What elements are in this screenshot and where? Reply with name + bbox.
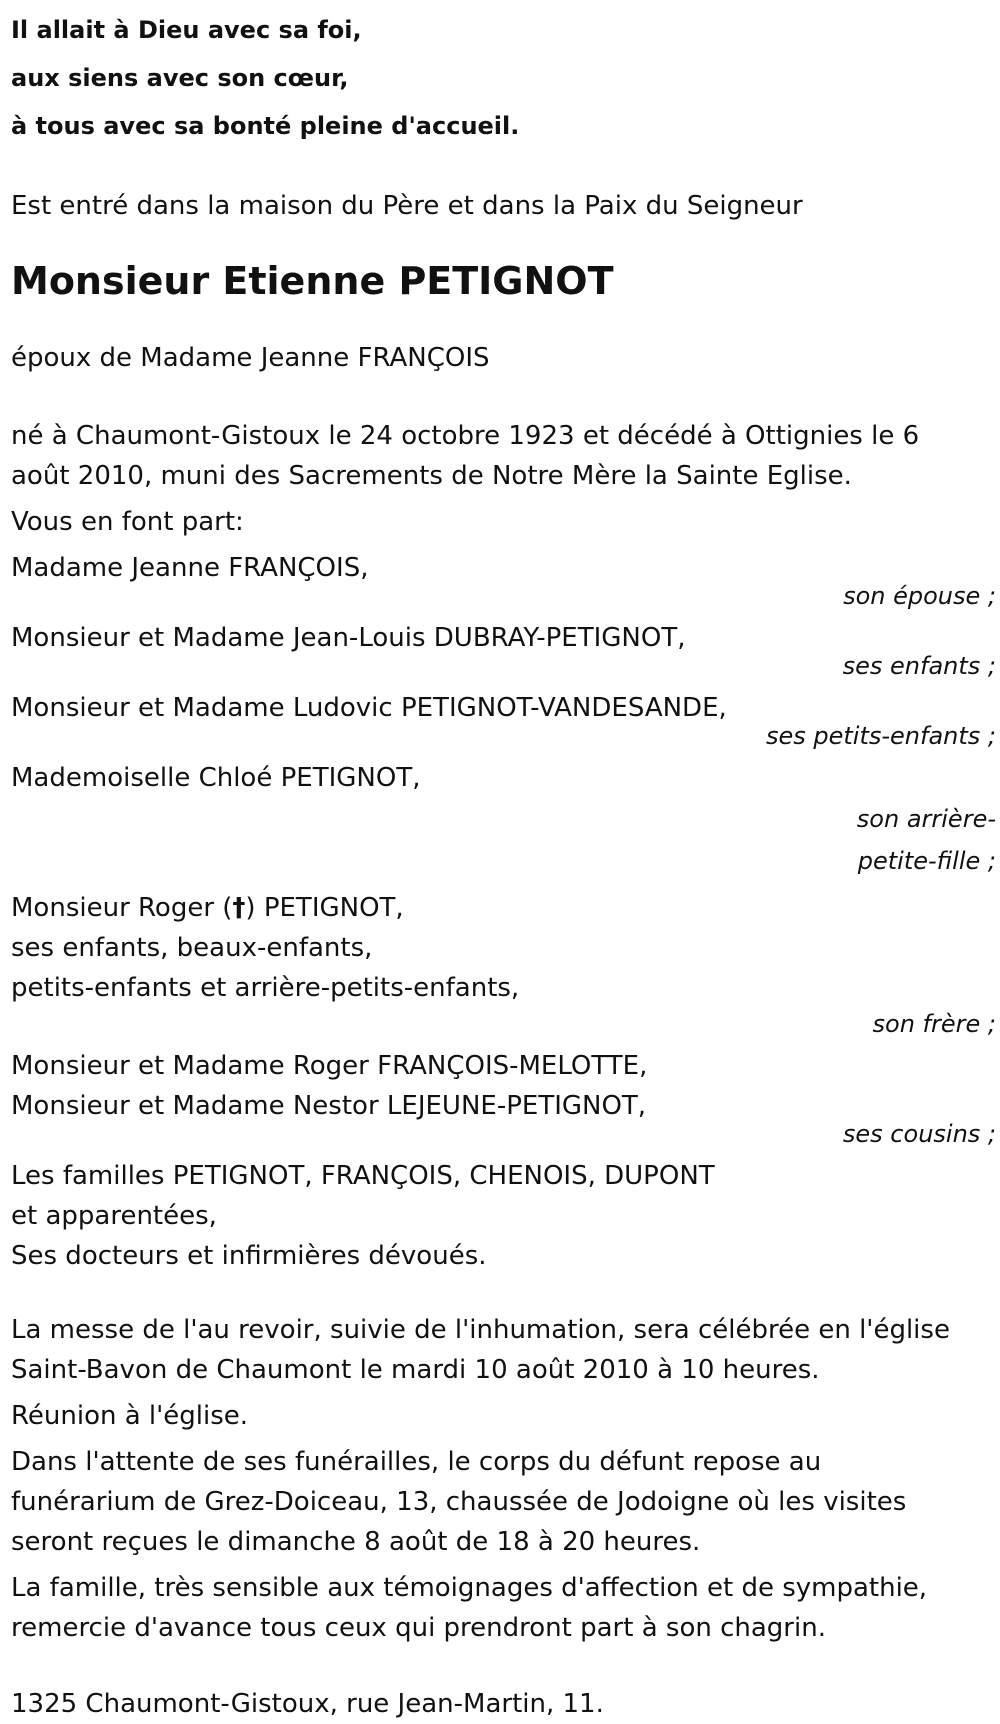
intro-text: Est entré dans la maison du Père et dans la Paix du Seigneur (11, 191, 803, 221)
mourner-name: petits-enfants et arrière-petits-enfants, (11, 973, 520, 1003)
relation-line: son arrière- (856, 805, 996, 833)
mourner-name: et apparentées, (11, 1201, 217, 1231)
announce-text: Vous en font part: (11, 507, 244, 537)
mourner-entry (11, 888, 996, 1040)
mourner-name: Madame Jeanne FRANÇOIS, (11, 553, 369, 583)
mourner-entry (11, 758, 996, 882)
relation-text (836, 798, 996, 882)
relation-label (11, 798, 996, 882)
mourner-name: Les familles PETIGNOT, FRANÇOIS, CHENOIS, DUPONT (11, 1161, 715, 1191)
mourner-name: Monsieur et Madame Roger FRANÇOIS-MELOTTE, (11, 1051, 648, 1081)
opening-quote (11, 6, 991, 150)
quote-line: Il allait à Dieu avec sa foi, (11, 16, 362, 44)
relation-label: son épouse ; (843, 582, 996, 610)
quote-line: à tous avec sa bonté pleine d'accueil. (11, 112, 520, 140)
mourner-entry (11, 688, 996, 752)
mourner-name: Monsieur et Madame Jean-Louis DUBRAY-PETIGNOT, (11, 623, 686, 653)
obituary-document (11, 6, 996, 1724)
birth-death-text: né à Chaumont-Gistoux le 24 octobre 1923 et décédé à Ottignies le 6 août 2010, muni des Sacrements de Notre Mère la Sainte Eglise. (11, 421, 920, 491)
mass-text: La messe de l'au revoir, suivie de l'inhumation, sera célébrée en l'église Saint-Bavon de Chaumont le mardi 10 août 2010 à 10 heures. (11, 1315, 950, 1385)
funerarium-text: Dans l'attente de ses funérailles, le corps du défunt repose au funérarium de Grez-Doiceau, 13, chaussée de Jodoigne où les visites seront reçues le dimanche 8 août de 18 à 20 heures. (11, 1447, 907, 1557)
mourner-name: ses enfants, beaux-enfants, (11, 933, 373, 963)
mourner-name (11, 888, 991, 928)
relation-line: petite-fille ; (857, 847, 996, 875)
relation-label: ses petits-enfants ; (765, 722, 996, 750)
mourner-name-part: ) PETIGNOT, (245, 893, 404, 923)
mourner-entry (11, 1156, 991, 1276)
cross-icon: † (232, 893, 246, 923)
meeting-text: Réunion à l'église. (11, 1401, 249, 1431)
relation-label: ses cousins ; (842, 1120, 996, 1148)
address-text: 1325 Chaumont-Gistoux, rue Jean-Martin, 11. (11, 1689, 604, 1719)
relation-label: ses enfants ; (842, 652, 996, 680)
mourner-name: Monsieur et Madame Nestor LEJEUNE-PETIGNOT, (11, 1091, 647, 1121)
mourner-entry (11, 548, 996, 612)
relation-label: son frère ; (872, 1010, 996, 1038)
deceased-name: Monsieur Etienne PETIGNOT (11, 259, 614, 303)
thanks-text: La famille, très sensible aux témoignages d'affection et de sympathie, remercie d'avance tous ceux qui prendront part à son chagrin. (11, 1573, 928, 1643)
spouse-line: époux de Madame Jeanne FRANÇOIS (11, 343, 490, 373)
quote-line: aux siens avec son cœur, (11, 64, 349, 92)
mourner-entry (11, 1046, 996, 1150)
mourner-entry (11, 618, 996, 682)
mourner-name: Mademoiselle Chloé PETIGNOT, (11, 763, 421, 793)
mourner-name-part: Monsieur Roger ( (11, 893, 233, 923)
mourner-name: Monsieur et Madame Ludovic PETIGNOT-VANDESANDE, (11, 693, 727, 723)
mourner-name: Ses docteurs et infirmières dévoués. (11, 1241, 487, 1271)
